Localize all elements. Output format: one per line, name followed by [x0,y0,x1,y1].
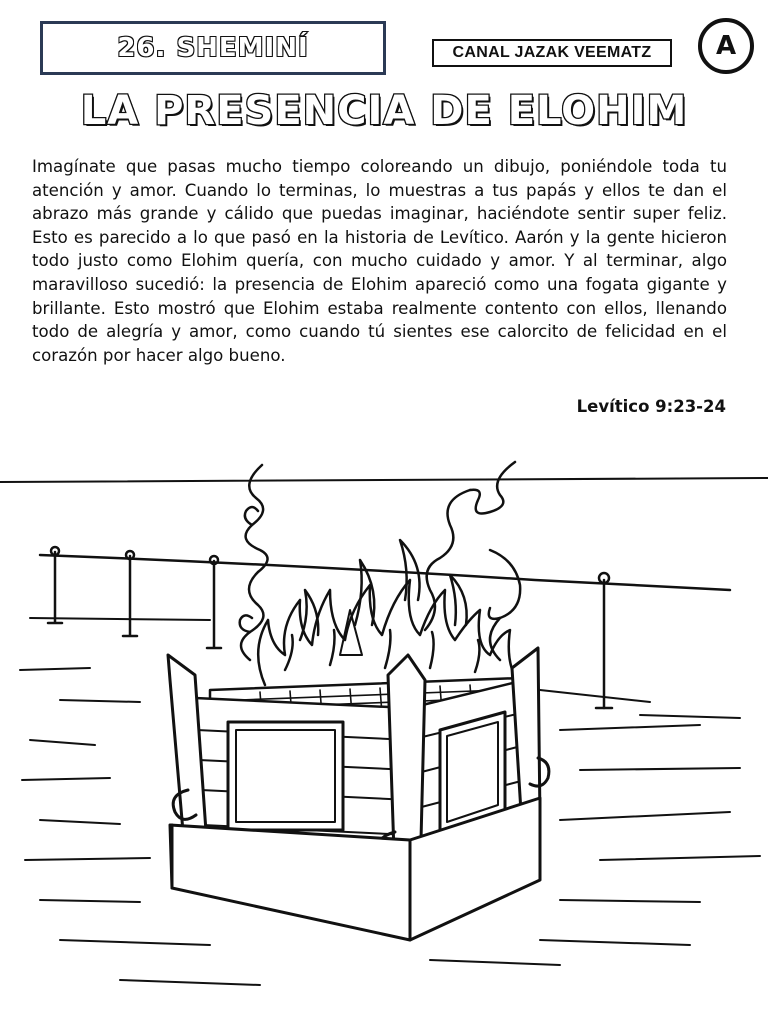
flames [258,540,520,685]
story-paragraph: Imagínate que pasas mucho tiempo coloreando un dibujo, poniéndole toda tu atención y amor. Cuando lo terminas, lo muestras a tus papás y ellos te dan el abrazo más grande y cálido que puedas imaginar, haciéndote sentir super feliz. Esto es parecido a lo que pasó en la historia de Levítico. Aarón y la gente hicieron todo justo como Elohim quería, con mucho cuidado y amor. Y al terminar, algo maravilloso sucedió: la presencia de Elohim apareció como una fogata gigante y brillante. Esto mostró que Elohim estaba realmente contento con ellos, llenando todo de alegría y amor, como cuando tú sientes ese calorcito de felicidad en el corazón por hacer algo bueno. [32,157,727,365]
parsha-title: 26. SHEMINÍ [117,33,309,63]
parsha-badge [40,21,386,75]
channel-label: CANAL JAZAK VEEMATZ [452,44,652,61]
page-title: LA PRESENCIA DE ELOHIM [80,88,688,134]
scripture-reference: Levítico 9:23-24 [576,397,726,416]
altar-with-fire-icon [0,440,768,1024]
level-badge [698,18,754,74]
level-letter: A [715,31,737,61]
channel-badge [432,39,672,67]
